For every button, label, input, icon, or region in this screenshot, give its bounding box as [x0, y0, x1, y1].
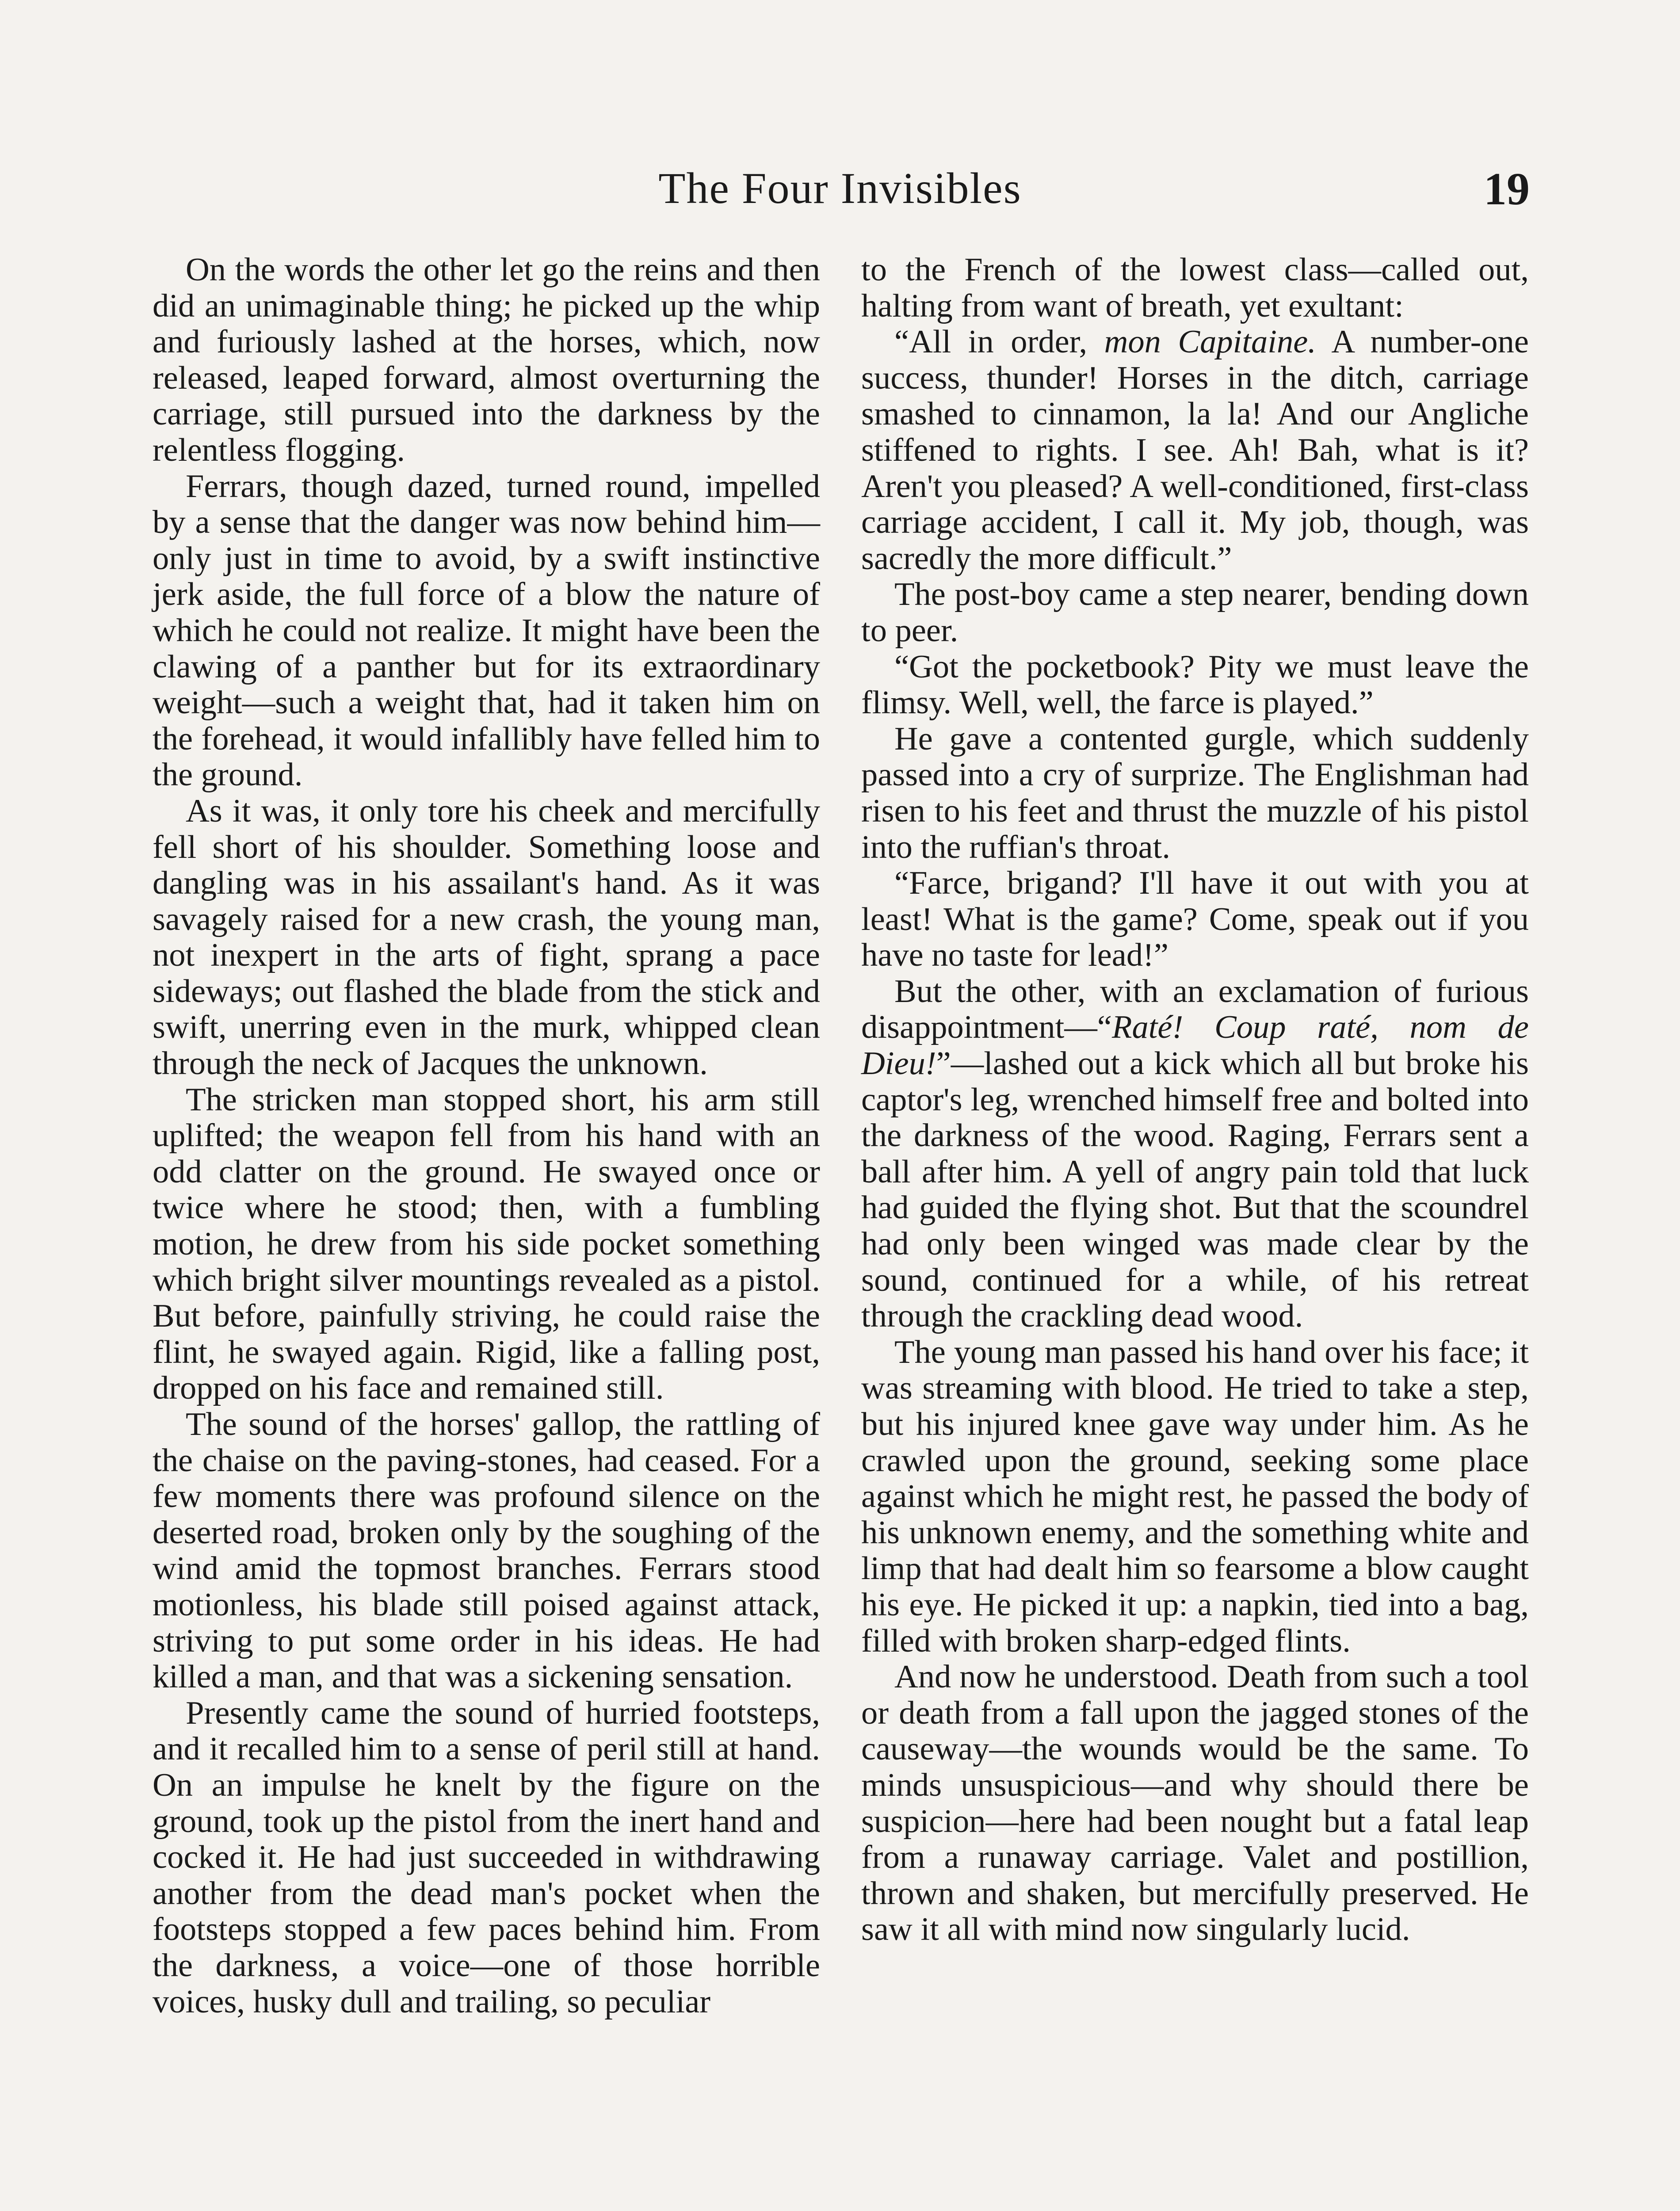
paragraph: Presently came the sound of hurried footsteps, and it recalled him to a sense of peril still at hand. On an impulse he knelt by the figure on the ground, took up the pistol from the inert hand and cocked it. He had just succeeded in withdrawing another from the dead man's pocket when the footsteps stopped a few paces behind him. From the darkness, a voice—one of those horrible voices, husky dull and trailing, so peculiar	[153, 1695, 820, 2020]
paragraph	[861, 974, 1529, 1335]
paragraph: On the words the other let go the reins and then did an unimaginable thing; he picked up the whip and furiously lashed at the horses, which, now released, leaped forward, almost overturning the carriage, still pursued into the darkness by the relentless flogging.	[153, 252, 820, 468]
running-title: The Four Invisibles	[658, 164, 1022, 213]
paragraph: “Farce, brigand? I'll have it out with you at least! What is the game? Come, speak out if you have no taste for lead!”	[861, 865, 1529, 974]
text-run: ”—lashed out a kick which all but broke his captor's leg, wrenched himself free and bolted into the darkness of the wood. Raging, Ferrars sent a ball after him. A yell of angry pain told that luck had guided the flying shot. But that the scoundrel had only been winged was made clear by the sound, continued for a while, of his retreat through the crackling dead wood.	[861, 1045, 1529, 1335]
paragraph: He gave a contented gurgle, which suddenly passed into a cry of surprize. The Englishman had risen to his feet and thrust the muzzle of his pistol into the ruffian's throat.	[861, 720, 1529, 865]
paragraph: “Got the pocketbook? Pity we must leave the flimsy. Well, well, the farce is played.”	[861, 648, 1529, 721]
paragraph: The sound of the horses' gallop, the rattling of the chaise on the paving-stones, had ceased. For a few moments there was profound silence on the deserted road, broken only by the soughing of the wind amid the topmost branches. Ferrars stood motionless, his blade still poised against attack, striving to put some order in his ideas. He had killed a man, and that was a sickening sensation.	[153, 1406, 820, 1695]
page-header	[150, 163, 1530, 216]
paragraph: And now he understood. Death from such a tool or death from a fall upon the jagged stones of the causeway—the wounds would be the same. To minds unsuspicious—and why should there be suspicion—here had been nought but a fatal leap from a runaway carriage. Valet and postillion, thrown and shaken, but mercifully preserved. He saw it all with mind now singularly lucid.	[861, 1659, 1529, 1948]
paragraph: The stricken man stopped short, his arm still uplifted; the weapon fell from his hand with an odd clatter on the ground. He swayed once or twice where he stood; then, with a fumbling motion, he drew from his side pocket something which bright silver mountings revealed as a pistol. But before, painfully striving, he could raise the flint, he swayed again. Rigid, like a falling post, dropped on his face and remained still.	[153, 1081, 820, 1407]
italic-phrase: Raté! Coup raté, nom de Dieu!	[861, 1009, 1529, 1082]
italic-phrase: mon Capitaine.	[1104, 324, 1316, 360]
paragraph: The young man passed his hand over his face; it was streaming with blood. He tried to take a step, but his injured knee gave way under him. As he crawled upon the ground, seeking some place against which he might rest, he passed the body of his unknown enemy, and the something white and limp that had dealt him so fearsome a blow caught his eye. He picked it up: a napkin, tied into a bag, filled with broken sharp-edged flints.	[861, 1334, 1529, 1659]
paragraph-continuation: to the French of the lowest class—called out, halting from want of breath, yet exultant:	[861, 252, 1529, 324]
text-run: “All in order,	[894, 324, 1104, 360]
text-run: A number-one success, thunder! Horses in the ditch, carriage smashed to cinnamon, la la! And our Angliche stiffened to rights. I see. Ah! Bah, what is it? Aren't you pleased? A well-conditioned, first-class carriage accident, I call it. My job, though, was sacredly the more difficult.”	[861, 324, 1529, 577]
left-column	[153, 252, 820, 2020]
right-column	[861, 252, 1529, 1948]
paragraph: The post-boy came a step nearer, bending down to peer.	[861, 576, 1529, 649]
paragraph: Ferrars, though dazed, turned round, impelled by a sense that the danger was now behind him—only just in time to avoid, by a swift instinctive jerk aside, the full force of a blow the nature of which he could not realize. It might have been the clawing of a panther but for its extraordinary weight—such a weight that, had it taken him on the forehead, it would infallibly have felled him to the ground.	[153, 468, 820, 793]
paragraph	[861, 324, 1529, 577]
text-run: But the other, with an exclamation of furious disappointment—“	[861, 973, 1529, 1046]
paragraph: As it was, it only tore his cheek and mercifully fell short of his shoulder. Something loose and dangling was in his assailant's hand. As it was savagely raised for a new crash, the young man, not inexpert in the arts of fight, sprang a pace sideways; out flashed the blade from the stick and swift, unerring even in the murk, whipped clean through the neck of Jacques the unknown.	[153, 792, 820, 1082]
page-number: 19	[1484, 164, 1530, 214]
